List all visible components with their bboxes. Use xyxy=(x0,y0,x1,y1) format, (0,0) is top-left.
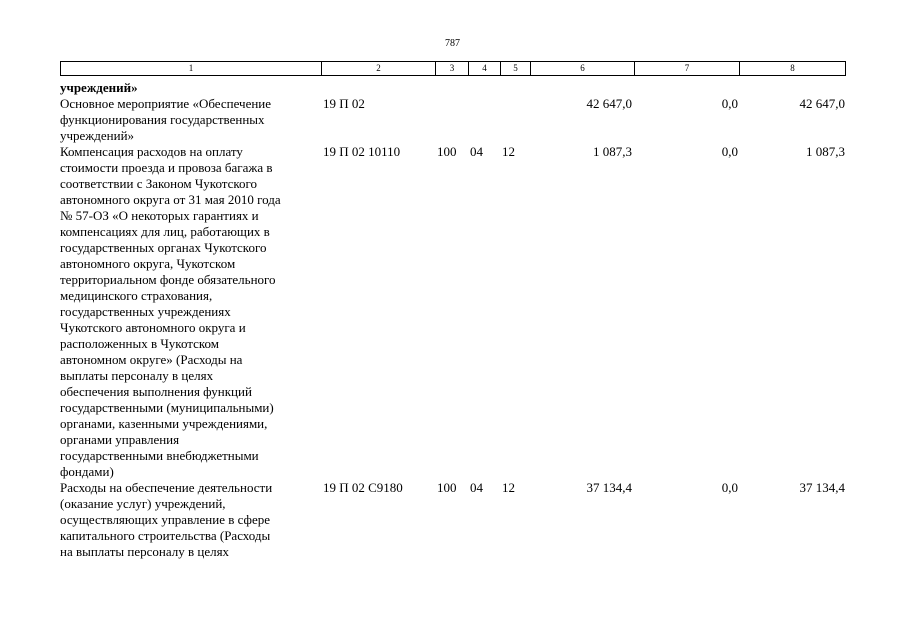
header-col-2: 2 xyxy=(322,62,436,76)
table-row xyxy=(60,80,845,96)
row-target-code: 19 П 02 С9180 xyxy=(323,480,403,495)
page-number: 787 xyxy=(445,38,460,49)
row-section: 04 xyxy=(470,480,483,495)
row-amount-col7: 0,0 xyxy=(721,96,738,111)
header-col-3: 3 xyxy=(436,62,469,76)
row-name: учреждений» xyxy=(60,80,138,95)
row-name: Компенсация расходов на оплату стоимости проезда и провоза багажа в соответствии с Законом Чукотского автономного округа от 31 мая 2010 года № 57-ОЗ «О некоторых гарантиях и компенсациях для лиц, работающих в государственных органах Чукотского автономного округа, Чукотском территориальном фонде обязательного медицинского страхования, государственных учреждениях Чукотского автономного округа и расположенных в Чукотском автономном округе» (Расходы на выплаты персоналу в целях обеспечения выполнения функций государственными (муниципальными) органами, казенными учреждениями, органами управления государственными внебюджетными фондами) xyxy=(60,144,281,479)
header-row xyxy=(61,62,846,76)
row-subsection: 12 xyxy=(502,144,515,159)
row-section: 04 xyxy=(470,144,483,159)
header-col-6: 6 xyxy=(531,62,635,76)
budget-table-body xyxy=(60,80,845,560)
row-target-code: 19 П 02 10110 xyxy=(323,144,401,159)
table-row xyxy=(60,144,845,480)
header-col-5: 5 xyxy=(501,62,531,76)
header-col-8: 8 xyxy=(740,62,846,76)
row-amount-col6: 1 087,3 xyxy=(593,144,632,159)
row-amount-col7: 0,0 xyxy=(721,480,738,495)
row-amount-col8: 42 647,0 xyxy=(799,96,845,111)
header-col-1: 1 xyxy=(61,62,322,76)
table-row xyxy=(60,96,845,144)
row-amount-col8: 1 087,3 xyxy=(806,144,845,159)
row-amount-col6: 37 134,4 xyxy=(586,480,632,495)
row-amount-col6: 42 647,0 xyxy=(586,96,632,111)
row-amount-col8: 37 134,4 xyxy=(799,480,845,495)
row-name: Расходы на обеспечение деятельности (оказание услуг) учреждений, осуществляющих управление в сфере капитального строительства (Расходы на выплаты персоналу в целях xyxy=(60,480,273,559)
row-expense-type: 100 xyxy=(437,480,457,495)
row-amount-col7: 0,0 xyxy=(721,144,738,159)
table-row xyxy=(60,480,845,560)
row-target-code: 19 П 02 xyxy=(323,96,365,111)
row-subsection: 12 xyxy=(502,480,515,495)
header-col-7: 7 xyxy=(635,62,740,76)
column-number-header xyxy=(60,61,846,76)
row-expense-type: 100 xyxy=(437,144,457,159)
row-name: Основное мероприятие «Обеспечение функционирования государственных учреждений» xyxy=(60,96,272,143)
header-col-4: 4 xyxy=(469,62,501,76)
